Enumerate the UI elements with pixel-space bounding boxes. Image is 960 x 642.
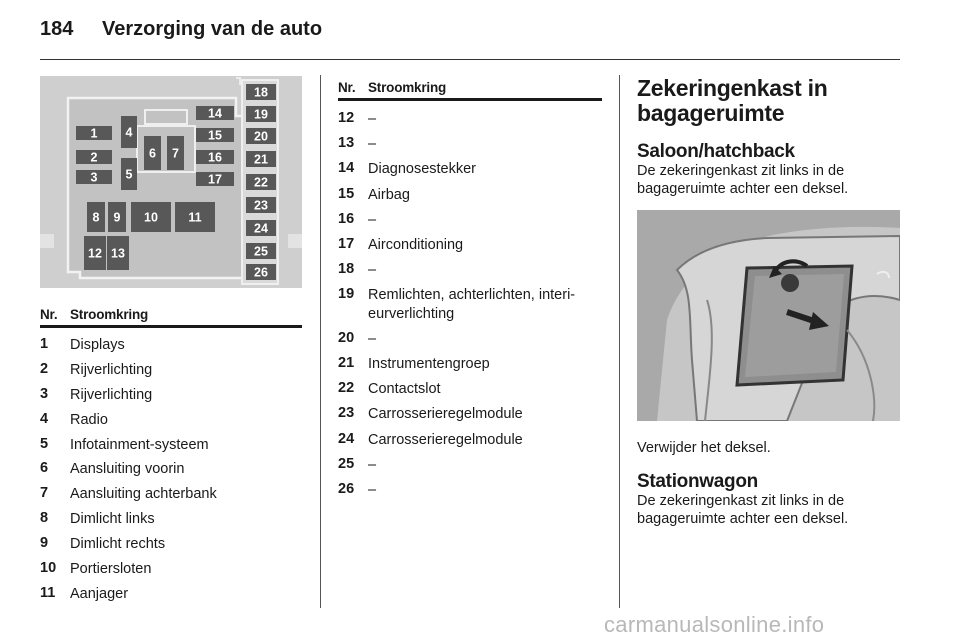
circuit-description: –: [368, 111, 377, 127]
circuit-description: –: [368, 211, 377, 228]
page-number: 184: [40, 18, 74, 40]
fuse-label: 21: [254, 152, 268, 167]
trunk-cover-photo: [637, 210, 900, 421]
circuit-description: Airconditioning: [368, 236, 464, 253]
circuit-description: Dimlicht links: [70, 511, 155, 528]
fuse-number: 23: [338, 405, 355, 422]
fuse-number: 18: [338, 261, 355, 278]
fuse-number: 16: [338, 210, 355, 227]
fuse-number: 24: [338, 430, 355, 447]
fuse-number: 8: [40, 510, 49, 527]
table-row: [338, 431, 602, 456]
table-row: [338, 405, 602, 430]
table-row: [338, 380, 602, 405]
header-rule: [40, 59, 900, 60]
fuse-number: 4: [40, 410, 49, 427]
circuit-description: –: [368, 262, 377, 279]
table-row: [338, 135, 602, 160]
table-row: [40, 560, 302, 585]
circuit-description: Aanjager: [70, 585, 129, 602]
circuit-description: Radio: [70, 411, 108, 428]
circuit-description: Carrosserieregelmodule: [368, 431, 523, 448]
fuse-number: 5: [40, 435, 49, 452]
column-divider: [619, 75, 620, 608]
circuit-description: Dimlicht rechts: [70, 536, 166, 553]
fuse-label: 22: [254, 175, 268, 190]
fuse-label: 26: [254, 265, 268, 280]
table-row: [338, 110, 602, 135]
fuse-label: 1: [90, 126, 98, 141]
fuse-label: 2: [90, 150, 98, 165]
table-row: [338, 236, 602, 261]
page-header: [40, 18, 322, 41]
fuse-number: 6: [40, 460, 49, 477]
circuit-description: Rijverlichting: [70, 386, 153, 403]
fuse-label: 15: [208, 128, 222, 143]
fuse-label: 25: [254, 244, 268, 259]
fuse-box-diagram: [40, 76, 302, 288]
fuse-label: 9: [113, 210, 121, 225]
column-nr: Nr.: [338, 80, 356, 95]
fuse-number: 17: [338, 235, 355, 252]
table-header: [40, 307, 302, 328]
fuse-label: 8: [92, 210, 100, 225]
watermark: carmanualsonline.info: [604, 612, 825, 637]
trunk-fusebox-section: [637, 76, 903, 528]
fuse-label: 7: [172, 146, 179, 161]
circuit-description: Airbag: [368, 186, 410, 203]
circuit-description: Diagnosestekker: [368, 161, 476, 178]
fuse-number: 14: [338, 160, 355, 177]
fuse-label: 12: [88, 246, 102, 261]
fuse-number: 3: [40, 385, 49, 402]
circuit-description: Aansluiting achterbank: [70, 486, 217, 503]
table-row: [40, 361, 302, 386]
circuit-description: Contactslot: [368, 381, 441, 398]
table-row: [40, 411, 302, 436]
fuse-number: 1: [40, 336, 49, 352]
paragraph-saloon: De zekeringenkast zit links in de bagageruimte achter een deksel.: [637, 163, 849, 197]
circuit-description: Infotainment-systeem: [70, 436, 209, 453]
fuse-label: 5: [125, 167, 133, 182]
fuse-number: 13: [338, 135, 355, 152]
fuse-table-right: [338, 80, 602, 506]
table-row: [338, 211, 602, 236]
table-row: [338, 481, 602, 506]
table-row: [40, 485, 302, 510]
table-row: [40, 460, 302, 485]
table-row: [40, 336, 302, 361]
fuse-number: 25: [338, 455, 355, 472]
circuit-description: –: [368, 330, 377, 347]
column-divider: [320, 75, 321, 608]
table-row: [40, 585, 302, 610]
fuse-label: 4: [125, 125, 133, 140]
fuse-label: 13: [111, 246, 125, 261]
circuit-description: –: [368, 456, 377, 473]
paragraph-stationwagon: De zekeringenkast zit links in de bagageruimte achter een deksel.: [637, 493, 849, 527]
column-circuit: Stroomkring: [368, 80, 447, 95]
fuse-label: 23: [254, 198, 268, 213]
circuit-description: Remlichten, achterlichten, interieurverlichting: [368, 287, 576, 323]
chapter-title: Verzorging van de auto: [102, 18, 323, 40]
circuit-description: Instrumentengroep: [368, 356, 490, 372]
table-row: [40, 386, 302, 411]
table-row: [338, 160, 602, 185]
fuse-label: 11: [188, 210, 202, 225]
fuse-label: 17: [208, 172, 222, 187]
fuse-number: 7: [40, 485, 49, 502]
circuit-description: –: [368, 481, 377, 498]
fuse-number: 19: [338, 286, 355, 303]
fuse-number: 22: [338, 380, 355, 397]
table-row: [338, 261, 602, 286]
fuse-label: 18: [254, 85, 268, 100]
fuse-number: 9: [40, 535, 49, 552]
fuse-number: 12: [338, 110, 355, 126]
fuse-number: 20: [338, 329, 355, 346]
fuse-label: 14: [208, 106, 222, 121]
fuse-label: 20: [254, 129, 268, 144]
table-row: [338, 186, 602, 211]
photo-caption: Verwijder het deksel.: [637, 440, 771, 456]
circuit-description: Displays: [70, 337, 125, 353]
fuse-label: 16: [208, 150, 222, 165]
column-circuit: Stroomkring: [70, 307, 149, 322]
table-row: [40, 535, 302, 560]
table-row: [40, 436, 302, 461]
table-row: [338, 456, 602, 481]
fuse-label: 24: [254, 221, 268, 236]
fuse-number: 21: [338, 355, 355, 371]
table-row: [338, 355, 602, 380]
section-heading: Zekeringenkast in bagageruimte: [637, 75, 828, 126]
column-nr: Nr.: [40, 307, 58, 322]
subheading-saloon: Saloon/hatchback: [637, 141, 795, 162]
table-row: [338, 286, 602, 330]
fuse-number: 26: [338, 480, 355, 497]
circuit-description: Aansluiting voorin: [70, 461, 185, 478]
table-row: [40, 510, 302, 535]
circuit-description: Portiersloten: [70, 561, 152, 578]
circuit-description: Rijverlichting: [70, 361, 153, 378]
fuse-label: 19: [254, 107, 268, 122]
circuit-description: –: [368, 136, 377, 153]
fuse-number: 15: [338, 185, 355, 202]
fuse-number: 11: [40, 584, 56, 601]
fuse-label: 6: [149, 146, 156, 161]
subheading-stationwagon: Stationwagon: [637, 471, 758, 492]
fuse-number: 10: [40, 560, 57, 577]
table-header: [338, 80, 602, 101]
fuse-number: 2: [40, 360, 49, 377]
fuse-table-left: [40, 307, 302, 610]
fuse-label: 3: [90, 170, 98, 185]
table-row: [338, 330, 602, 355]
fuse-label: 10: [144, 210, 158, 225]
circuit-description: Carrosserieregelmodule: [368, 406, 523, 423]
